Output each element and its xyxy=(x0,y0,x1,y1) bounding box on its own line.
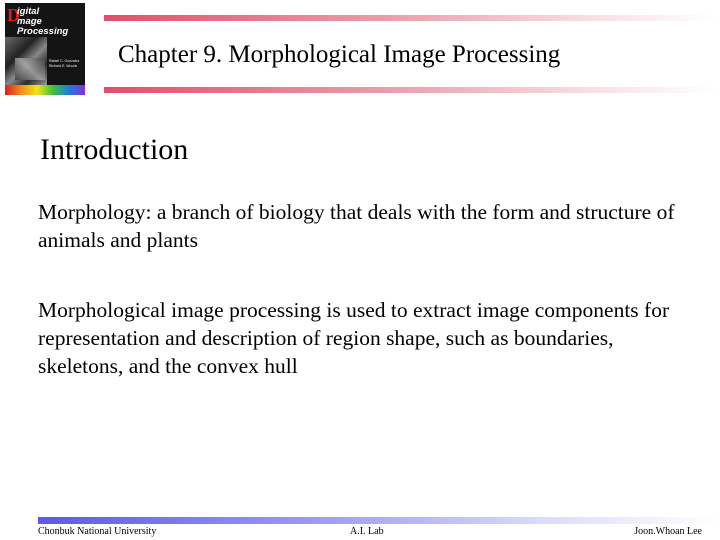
book-cover-authors xyxy=(49,59,85,69)
definition-text: : a branch of biology that deals with the form and structure of animals and plants xyxy=(38,200,675,252)
book-cover-author: Richard E. Woods xyxy=(49,64,78,68)
header-divider-top xyxy=(104,15,718,21)
book-cover-rainbow-stripe xyxy=(5,85,85,95)
footer-lab: A.I. Lab xyxy=(350,526,384,537)
paragraph-definition xyxy=(38,198,678,254)
term-morphology: Morphology xyxy=(38,200,146,224)
footer-author: Joon.Whoan Lee xyxy=(634,526,702,537)
footer-university: Chonbuk National University xyxy=(38,526,157,537)
section-heading: Introduction xyxy=(40,133,189,166)
footer-divider xyxy=(38,517,718,524)
book-cover-title-line: mage xyxy=(17,16,42,27)
book-cover-title-line: igital xyxy=(17,6,40,17)
header-divider-bottom xyxy=(104,87,718,93)
book-cover-collage-detail xyxy=(15,58,45,80)
book-cover-author: Rafael C. Gonzalez xyxy=(49,59,80,63)
book-cover-title-line: Processing xyxy=(17,26,69,37)
book-cover-initial: D xyxy=(7,5,20,25)
paragraph-description: Morphological image processing is used to extract image components for representation and description of region shape, such as boundaries, skeletons, and the convex hull xyxy=(38,298,670,378)
page-title: Chapter 9. Morphological Image Processing xyxy=(118,41,561,68)
book-cover-title xyxy=(17,7,83,37)
book-cover-image xyxy=(5,3,85,95)
